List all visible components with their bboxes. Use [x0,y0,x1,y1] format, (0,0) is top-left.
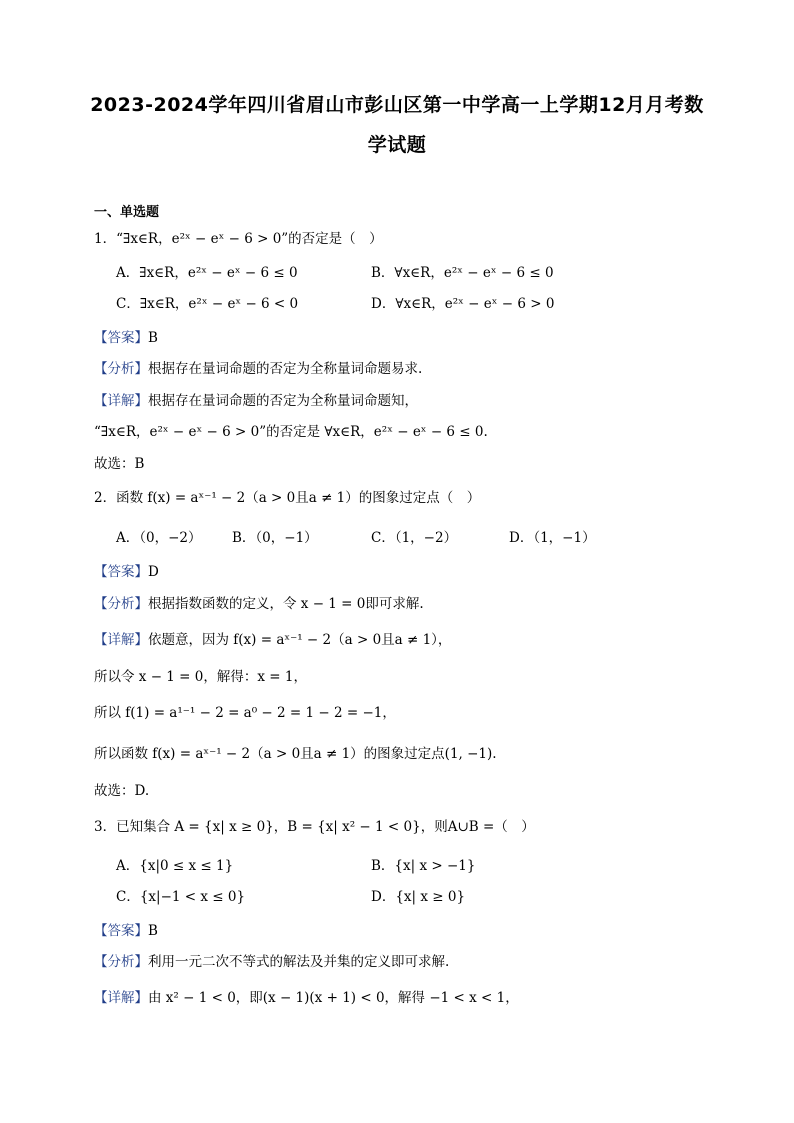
q2-option-d: D．（1，−1） [509,530,596,546]
q2-analysis [94,594,424,614]
q3-detail [94,988,519,1008]
q1-choice: 故选：B [94,456,145,472]
q2-detail-line4: 所以函数 f(x) = aˣ⁻¹ − 2（a > 0且a ≠ 1）的图象过定点(1, −1). [94,746,497,762]
q1-detail-text: 根据存在量词命题的否定为全称量词命题知， [148,393,418,409]
q3-answer-value: B [148,923,158,939]
q2-answer-value: D [148,564,159,580]
q2-option-b: B．（0，−1） [232,530,318,546]
analysis-tag: 【分析】 [94,954,148,970]
q2-detail-text: 依题意，因为 f(x) = aˣ⁻¹ − 2（a > 0且a ≠ 1）， [148,632,452,648]
q1-option-c: C．∃x∈R，e²ˣ − eˣ − 6 < 0 [116,296,299,312]
q3-detail-text: 由 x² − 1 < 0，即(x − 1)(x + 1) < 0，解得 −1 < x < 1， [148,990,519,1006]
q2-detail-line3: 所以 f(1) = a¹⁻¹ − 2 = a⁰ − 2 = 1 − 2 = −1， [94,705,396,721]
q2-answer [94,562,159,582]
q1-detail [94,391,418,411]
analysis-tag: 【分析】 [94,361,148,377]
q1-option-b: B．∀x∈R，e²ˣ − eˣ − 6 ≤ 0 [371,265,554,281]
answer-tag: 【答案】 [94,330,148,346]
detail-tag: 【详解】 [94,632,148,648]
q3-stem: 3．已知集合 A = {x| x ≥ 0}，B = {x| x² − 1 < 0}，则A∪B =（ ） [94,819,535,835]
analysis-tag: 【分析】 [94,596,148,612]
q1-option-d: D．∀x∈R，e²ˣ − eˣ − 6 > 0 [371,296,555,312]
q2-choice: 故选：D. [94,783,150,799]
section-heading: 一、单选题 [94,205,160,220]
q3-analysis-text: 利用一元二次不等式的解法及并集的定义即可求解. [148,954,450,970]
q1-detail-line2: “∃x∈R，e²ˣ − eˣ − 6 > 0”的否定是 ∀x∈R，e²ˣ − eˣ − 6 ≤ 0. [94,424,488,440]
q3-answer [94,921,158,941]
q1-analysis-text: 根据存在量词命题的否定为全称量词命题易求. [148,361,423,377]
q2-option-a: A．（0，−2） [116,530,202,546]
q3-option-a: A．{x|0 ≤ x ≤ 1} [116,858,234,874]
q3-option-b: B．{x| x > −1} [371,858,476,874]
q1-stem: 1．“∃x∈R，e²ˣ − eˣ − 6 > 0”的否定是（ ） [94,231,383,247]
q1-option-a: A．∃x∈R，e²ˣ − eˣ − 6 ≤ 0 [116,265,298,281]
q2-stem: 2．函数 f(x) = aˣ⁻¹ − 2（a > 0且a ≠ 1）的图象过定点（ ） [94,490,481,506]
q2-analysis-text: 根据指数函数的定义，令 x − 1 = 0即可求解. [148,596,424,612]
answer-tag: 【答案】 [94,564,148,580]
q2-detail-line2: 所以令 x − 1 = 0，解得：x = 1， [94,669,307,685]
detail-tag: 【详解】 [94,990,148,1006]
q2-option-c: C．（1，−2） [371,530,458,546]
detail-tag: 【详解】 [94,393,148,409]
q2-detail [94,630,451,650]
q1-analysis [94,359,422,379]
doc-title-line1: 2023-2024学年四川省眉山市彭山区第一中学高一上学期12月月考数 [90,94,704,116]
q3-option-d: D．{x| x ≥ 0} [371,889,466,905]
q3-option-c: C．{x|−1 < x ≤ 0} [116,889,246,905]
answer-tag: 【答案】 [94,923,148,939]
q3-analysis [94,952,449,972]
q1-answer-value: B [148,330,158,346]
doc-title-line2: 学试题 [367,134,427,156]
q1-answer [94,328,158,348]
